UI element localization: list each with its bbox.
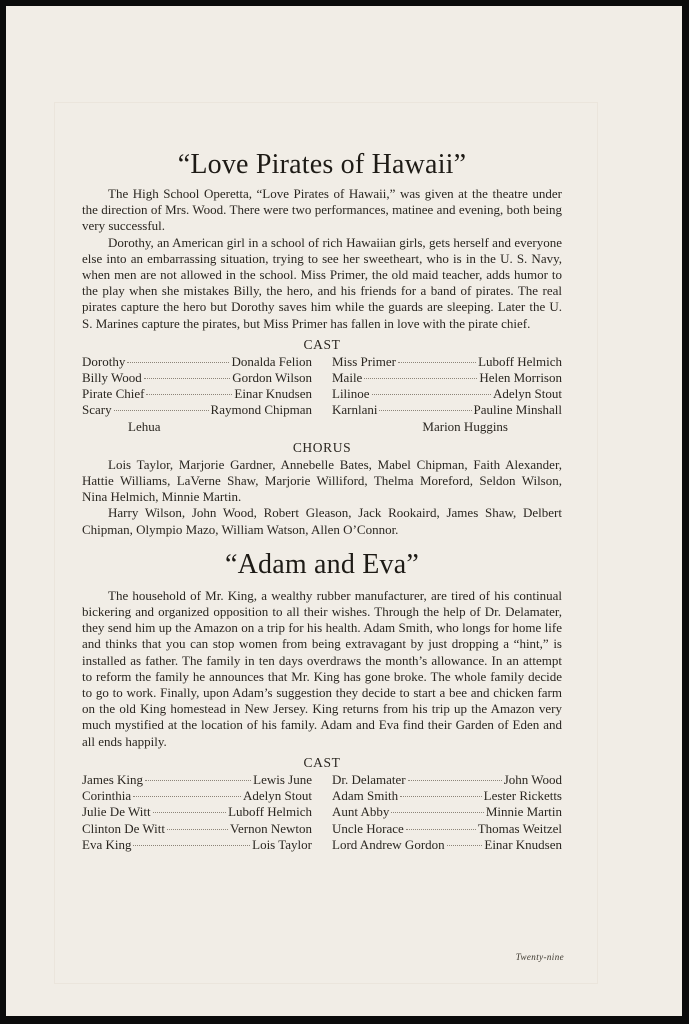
role: Lord Andrew Gordon xyxy=(332,836,445,852)
chorus-paragraph: Harry Wilson, John Wood, Robert Gleason, Jack Rookaird, James Shaw, Delbert Chipman, Olympio Mazo, William Watson, Allen O’Connor. xyxy=(82,505,562,537)
page xyxy=(6,6,682,1016)
actor: Adelyn Stout xyxy=(243,788,312,804)
cast-row xyxy=(82,821,562,837)
section1-title: “Love Pirates of Hawaii” xyxy=(177,149,467,180)
role: Clinton De Witt xyxy=(82,820,166,836)
cast-row xyxy=(82,788,562,804)
page-number: Twenty-nine xyxy=(515,952,564,962)
role: Scary xyxy=(82,402,112,418)
role: Dorothy xyxy=(82,353,126,369)
actor: Thomas Weitzel xyxy=(477,820,562,836)
chorus-paragraph: Lois Taylor, Marjorie Gardner, Annebelle Bates, Mabel Chipman, Faith Alexander, Hattie Williams, LaVerne Shaw, Marjorie Williford, Thelma Moreford, Seldon Wilson, Nina Helmich, Minnie Martin. xyxy=(82,456,562,505)
actor: Einar Knudsen xyxy=(484,836,562,852)
actor: Luboff Helmich xyxy=(478,353,562,369)
cast-row xyxy=(82,402,562,418)
section1-cast-heading: CAST xyxy=(303,336,341,352)
cast-row xyxy=(82,837,562,853)
cast-pair xyxy=(82,354,312,370)
cast-pair xyxy=(82,386,312,402)
cast-pair xyxy=(82,772,312,788)
actor: Donalda Felion xyxy=(231,353,312,369)
actor: Pauline Minshall xyxy=(473,402,562,418)
cast-pair xyxy=(332,370,562,386)
actor: Luboff Helmich xyxy=(228,804,312,820)
actor: Adelyn Stout xyxy=(493,386,562,402)
role: James King xyxy=(82,771,144,787)
cast-pair xyxy=(82,370,312,386)
actor: Gordon Wilson xyxy=(232,370,312,386)
role: Eva King xyxy=(82,836,132,852)
section2-paragraph: The household of Mr. King, a wealthy rubber manufacturer, are tired of his continual bickering and organized opposition to all their wishes. Through the help of Dr. Delamater, they send him up the Amazon on a trip for his health. Adam Smith, who longs for home life and thinks that you can stop women from being extravagant by just dropping a “hint,” is installed as father. The family in ten days overdraws the month’s allowance. In an attempt to reform the family he announces that Mr. King has gone broke. The whole family decide to go to work. Finally, upon Adam’s suggestion they decide to start a bee and chicken farm on the old King homestead in New Jersey. King returns from his trip up the Amazon very much mystified at the location of his family. Adam and Eva find their Garden of Eden and all ends happily. xyxy=(82,587,562,749)
content xyxy=(82,148,562,853)
cast-pair xyxy=(82,402,312,418)
role: Uncle Horace xyxy=(332,820,404,836)
cast-pair xyxy=(82,788,312,804)
role: Aunt Abby xyxy=(332,804,390,820)
cast-pair xyxy=(82,837,312,853)
cast-pair xyxy=(332,354,562,370)
role: Pirate Chief xyxy=(82,386,145,402)
role: Lilinoe xyxy=(332,386,370,402)
cast-pair xyxy=(332,821,562,837)
cast-pair xyxy=(82,804,312,820)
role: Dr. Delamater xyxy=(332,771,406,787)
section1-paragraph: Dorothy, an American girl in a school of rich Hawaiian girls, gets herself and everyone else into an embarrassing situation, trying to see her sweetheart, who is in the U. S. Navy, when men are not allowed in the school. Miss Primer, the old maid teacher, adds humor to the play when she mistakes Billy, the hero, and his friends for a band of pirates. The real pirates capture the hero but Dorothy saves him while the guards are sleeping. Later the U. S. Marines capture the pirates, but Miss Primer has fallen in love with the pirate chief. xyxy=(82,234,562,331)
section2-cast-heading: CAST xyxy=(303,754,341,770)
role: Miss Primer xyxy=(332,353,396,369)
cast-row xyxy=(82,804,562,820)
actor: Lois Taylor xyxy=(252,836,312,852)
actor: Marion Huggins xyxy=(422,418,508,434)
role: Adam Smith xyxy=(332,788,399,804)
actor: Lester Ricketts xyxy=(483,788,562,804)
role: Karnlani xyxy=(332,402,378,418)
cast-pair xyxy=(332,837,562,853)
section2-cast-list xyxy=(82,772,562,853)
role: Maile xyxy=(332,370,363,386)
role: Lehua xyxy=(128,418,161,434)
actor: Vernon Newton xyxy=(230,820,312,836)
cast-pair xyxy=(332,772,562,788)
actor: Minnie Martin xyxy=(485,804,562,820)
role: Corinthia xyxy=(82,788,132,804)
actor: Lewis June xyxy=(253,771,312,787)
cast-pair xyxy=(332,804,562,820)
actor: Einar Knudsen xyxy=(234,386,312,402)
cast-row xyxy=(82,772,562,788)
section1-cast-list xyxy=(82,354,562,435)
cast-row xyxy=(82,354,562,370)
section1-paragraph: The High School Operetta, “Love Pirates of Hawaii,” was given at the theatre under the direction of Mrs. Wood. There were two performances, matinee and evening, both being very successful. xyxy=(82,186,562,234)
cast-pair xyxy=(332,386,562,402)
cast-row xyxy=(82,370,562,386)
role: Julie De Witt xyxy=(82,804,151,820)
cast-pair xyxy=(332,788,562,804)
chorus-heading: CHORUS xyxy=(292,439,352,455)
actor: Raymond Chipman xyxy=(210,402,312,418)
actor: John Wood xyxy=(503,771,562,787)
role: Billy Wood xyxy=(82,370,142,386)
cast-pair xyxy=(82,821,312,837)
section2-title: “Adam and Eva” xyxy=(224,548,420,580)
cast-row xyxy=(82,386,562,402)
actor: Helen Morrison xyxy=(479,370,562,386)
cast-row-center xyxy=(82,419,562,435)
cast-pair xyxy=(332,402,562,418)
